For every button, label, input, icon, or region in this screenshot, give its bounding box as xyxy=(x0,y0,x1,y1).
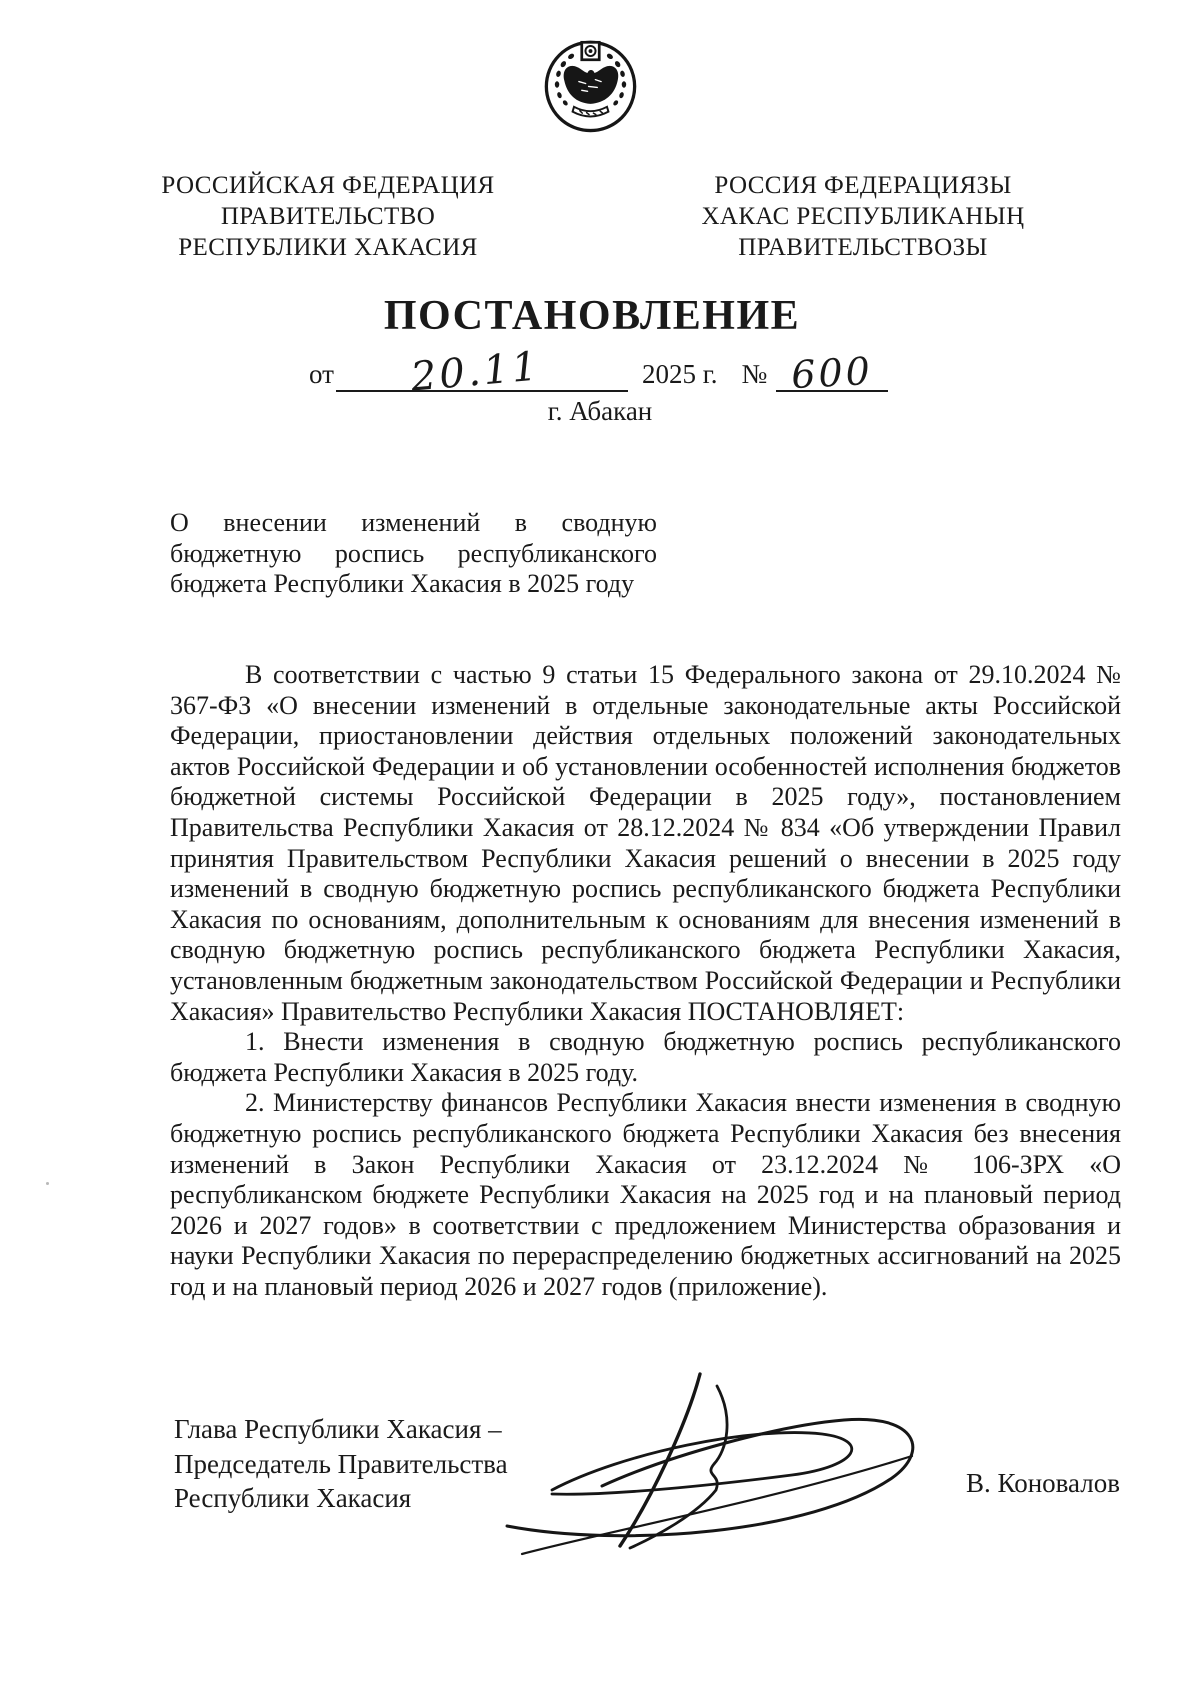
signature-position-line-3: Республики Хакасия xyxy=(174,1483,412,1513)
city-label: г. Абакан xyxy=(547,396,653,426)
khakassia-coat-of-arms-icon xyxy=(542,36,639,133)
date-prefix: от xyxy=(309,359,334,389)
body-item-2: 2. Министерству финансов Республики Хакасия внести изменения в сводную бюджетную роспись республиканского бюджета Республики Хакасия без внесения изменений в Закон Республики Хакасия от 23.12.2024 № 106-ЗРХ «О республиканском бюджете Республики Хакасия на 2025 год и на плановый период 2026 и 2027 годов» в соответствии с предложением Министерства образования и науки Республики Хакасия по перераспределению бюджетных ассигнований на 2025 год и на плановый период 2026 и 2027 годов (приложение). xyxy=(170,1088,1121,1301)
document-title: ПОСТАНОВЛЕНИЕ xyxy=(383,293,801,339)
signature-position-line-2: Председатель Правительства xyxy=(174,1448,508,1479)
header-right-line-1: РОССИЯ ФЕДЕРАЦИЯЗЫ xyxy=(714,172,1012,199)
handwritten-date: 20.11 xyxy=(408,343,542,401)
number-sign: № xyxy=(741,359,768,389)
header-left-line-3: РЕСПУБЛИКИ ХАКАСИЯ xyxy=(178,234,478,261)
signature-name: В. Коновалов xyxy=(966,1468,1120,1498)
document-body xyxy=(170,660,1121,1302)
date-number-line xyxy=(309,343,888,401)
date-underline xyxy=(336,343,628,401)
header-right-column xyxy=(683,170,1043,263)
body-paragraph-1: В соответствии с частью 9 статьи 15 Федерального закона от 29.10.2024 № 367-ФЗ «О внесении изменений в отдельные законодательные акты Российской Федерации, приостановлении действия отдельных положений законодательных актов Российской Федерации и об установлении особенностей исполнения бюджетов бюджетной системы Российской Федерации в 2025 году», постановлением Правительства Республики Хакасия от 28.12.2024 № 834 «Об утверждении Правил принятия Правительством Республики Хакасия решений о внесении в 2025 году изменений в сводную бюджетную роспись республиканского бюджета Республики Хакасия по основаниям, дополнительным к основаниям для внесения изменений в сводную бюджетную роспись республиканского бюджета Республики Хакасия, установленным бюджетным законодательством Российской Федерации и Республики Хакасия» Правительство Республики Хакасия ПОСТАНОВЛЯЕТ: xyxy=(170,660,1121,1026)
handwritten-number: 600 xyxy=(790,348,875,398)
body-item-1: 1. Внести изменения в сводную бюджетную роспись республиканского бюджета Республики Хакасия в 2025 году. xyxy=(170,1027,1121,1087)
signature-position-line-1: Глава Республики Хакасия – xyxy=(174,1414,502,1444)
header-right-line-2: ХАКАС РЕСПУБЛИКАНЫҢ xyxy=(701,203,1025,230)
header-right-line-3: ПРАВИТЕЛЬСТВОЗЫ xyxy=(738,234,988,261)
scan-artifact-dot xyxy=(46,1182,49,1185)
signature-position-title xyxy=(174,1412,508,1516)
year-label: 2025 г. xyxy=(641,359,718,389)
header-left-line-1: РОССИЙСКАЯ ФЕДЕРАЦИЯ xyxy=(161,172,495,199)
number-underline xyxy=(776,348,888,398)
header-left-column xyxy=(148,170,508,263)
subject-text: О внесении изменений в сводную бюджетную роспись республиканского бюджета Республики Хакасия в 2025 году xyxy=(170,508,657,599)
header-left-line-2: ПРАВИТЕЛЬСТВО xyxy=(220,203,436,230)
signature-autograph xyxy=(492,1368,939,1566)
